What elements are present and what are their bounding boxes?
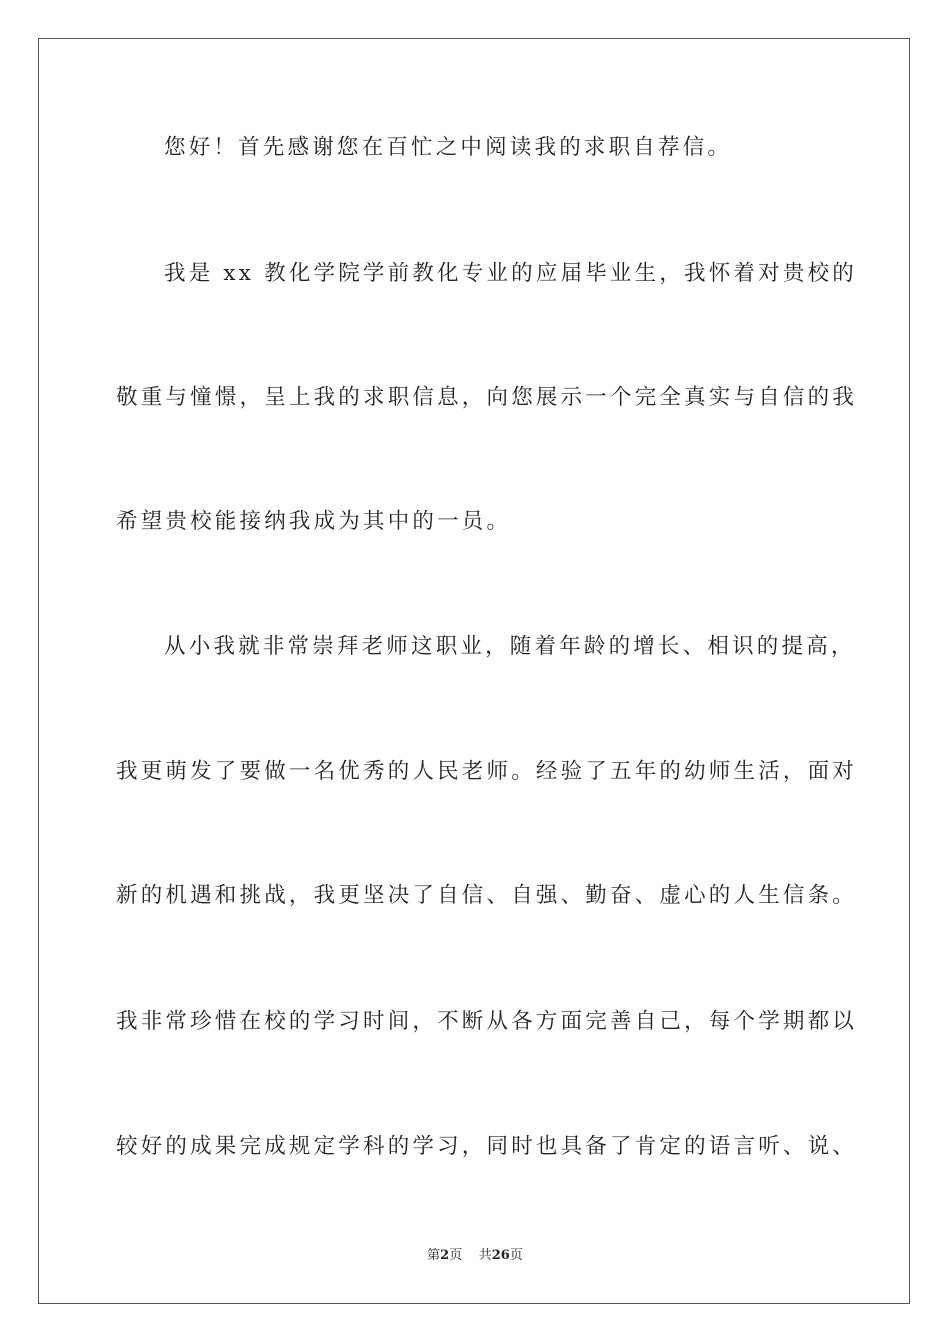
paragraph-line-9: 较好的成果完成规定学科的学习，同时也具备了肯定的语言听、说、 [116,1134,858,1159]
total-prefix: 共 [478,1248,492,1263]
paragraph-line-3: 敬重与憧憬，呈上我的求职信息，向您展示一个完全真实与自信的我 [116,385,858,410]
page-frame [38,38,910,1304]
page-prefix: 第 [427,1248,441,1263]
paragraph-line-5: 从小我就非常崇拜老师这职业，随着年龄的增长、相识的提高， [164,634,856,659]
paragraph-line-1: 您好！首先感谢您在百忙之中阅读我的求职自荐信。 [164,135,733,160]
paragraph-line-6: 我更萌发了要做一名优秀的人民老师。经验了五年的幼师生活，面对 [116,759,858,784]
page-suffix: 页 [449,1248,463,1263]
page-number: 2 [440,1248,450,1263]
paragraph-line-8: 我非常珍惜在校的学习时间，不断从各方面完善自己，每个学期都以 [116,1009,858,1034]
paragraph-line-2: 我是 xx 教化学院学前教化专业的应届毕业生，我怀着对贵校的 [164,261,857,286]
paragraph-line-4: 希望贵校能接纳我成为其中的一员。 [116,509,512,534]
total-pages: 26 [491,1248,510,1263]
page-footer [0,1246,950,1266]
paragraph-line-7: 新的机遇和挑战，我更坚决了自信、自强、勤奋、虚心的人生信条。 [116,883,858,908]
total-suffix: 页 [509,1248,523,1263]
